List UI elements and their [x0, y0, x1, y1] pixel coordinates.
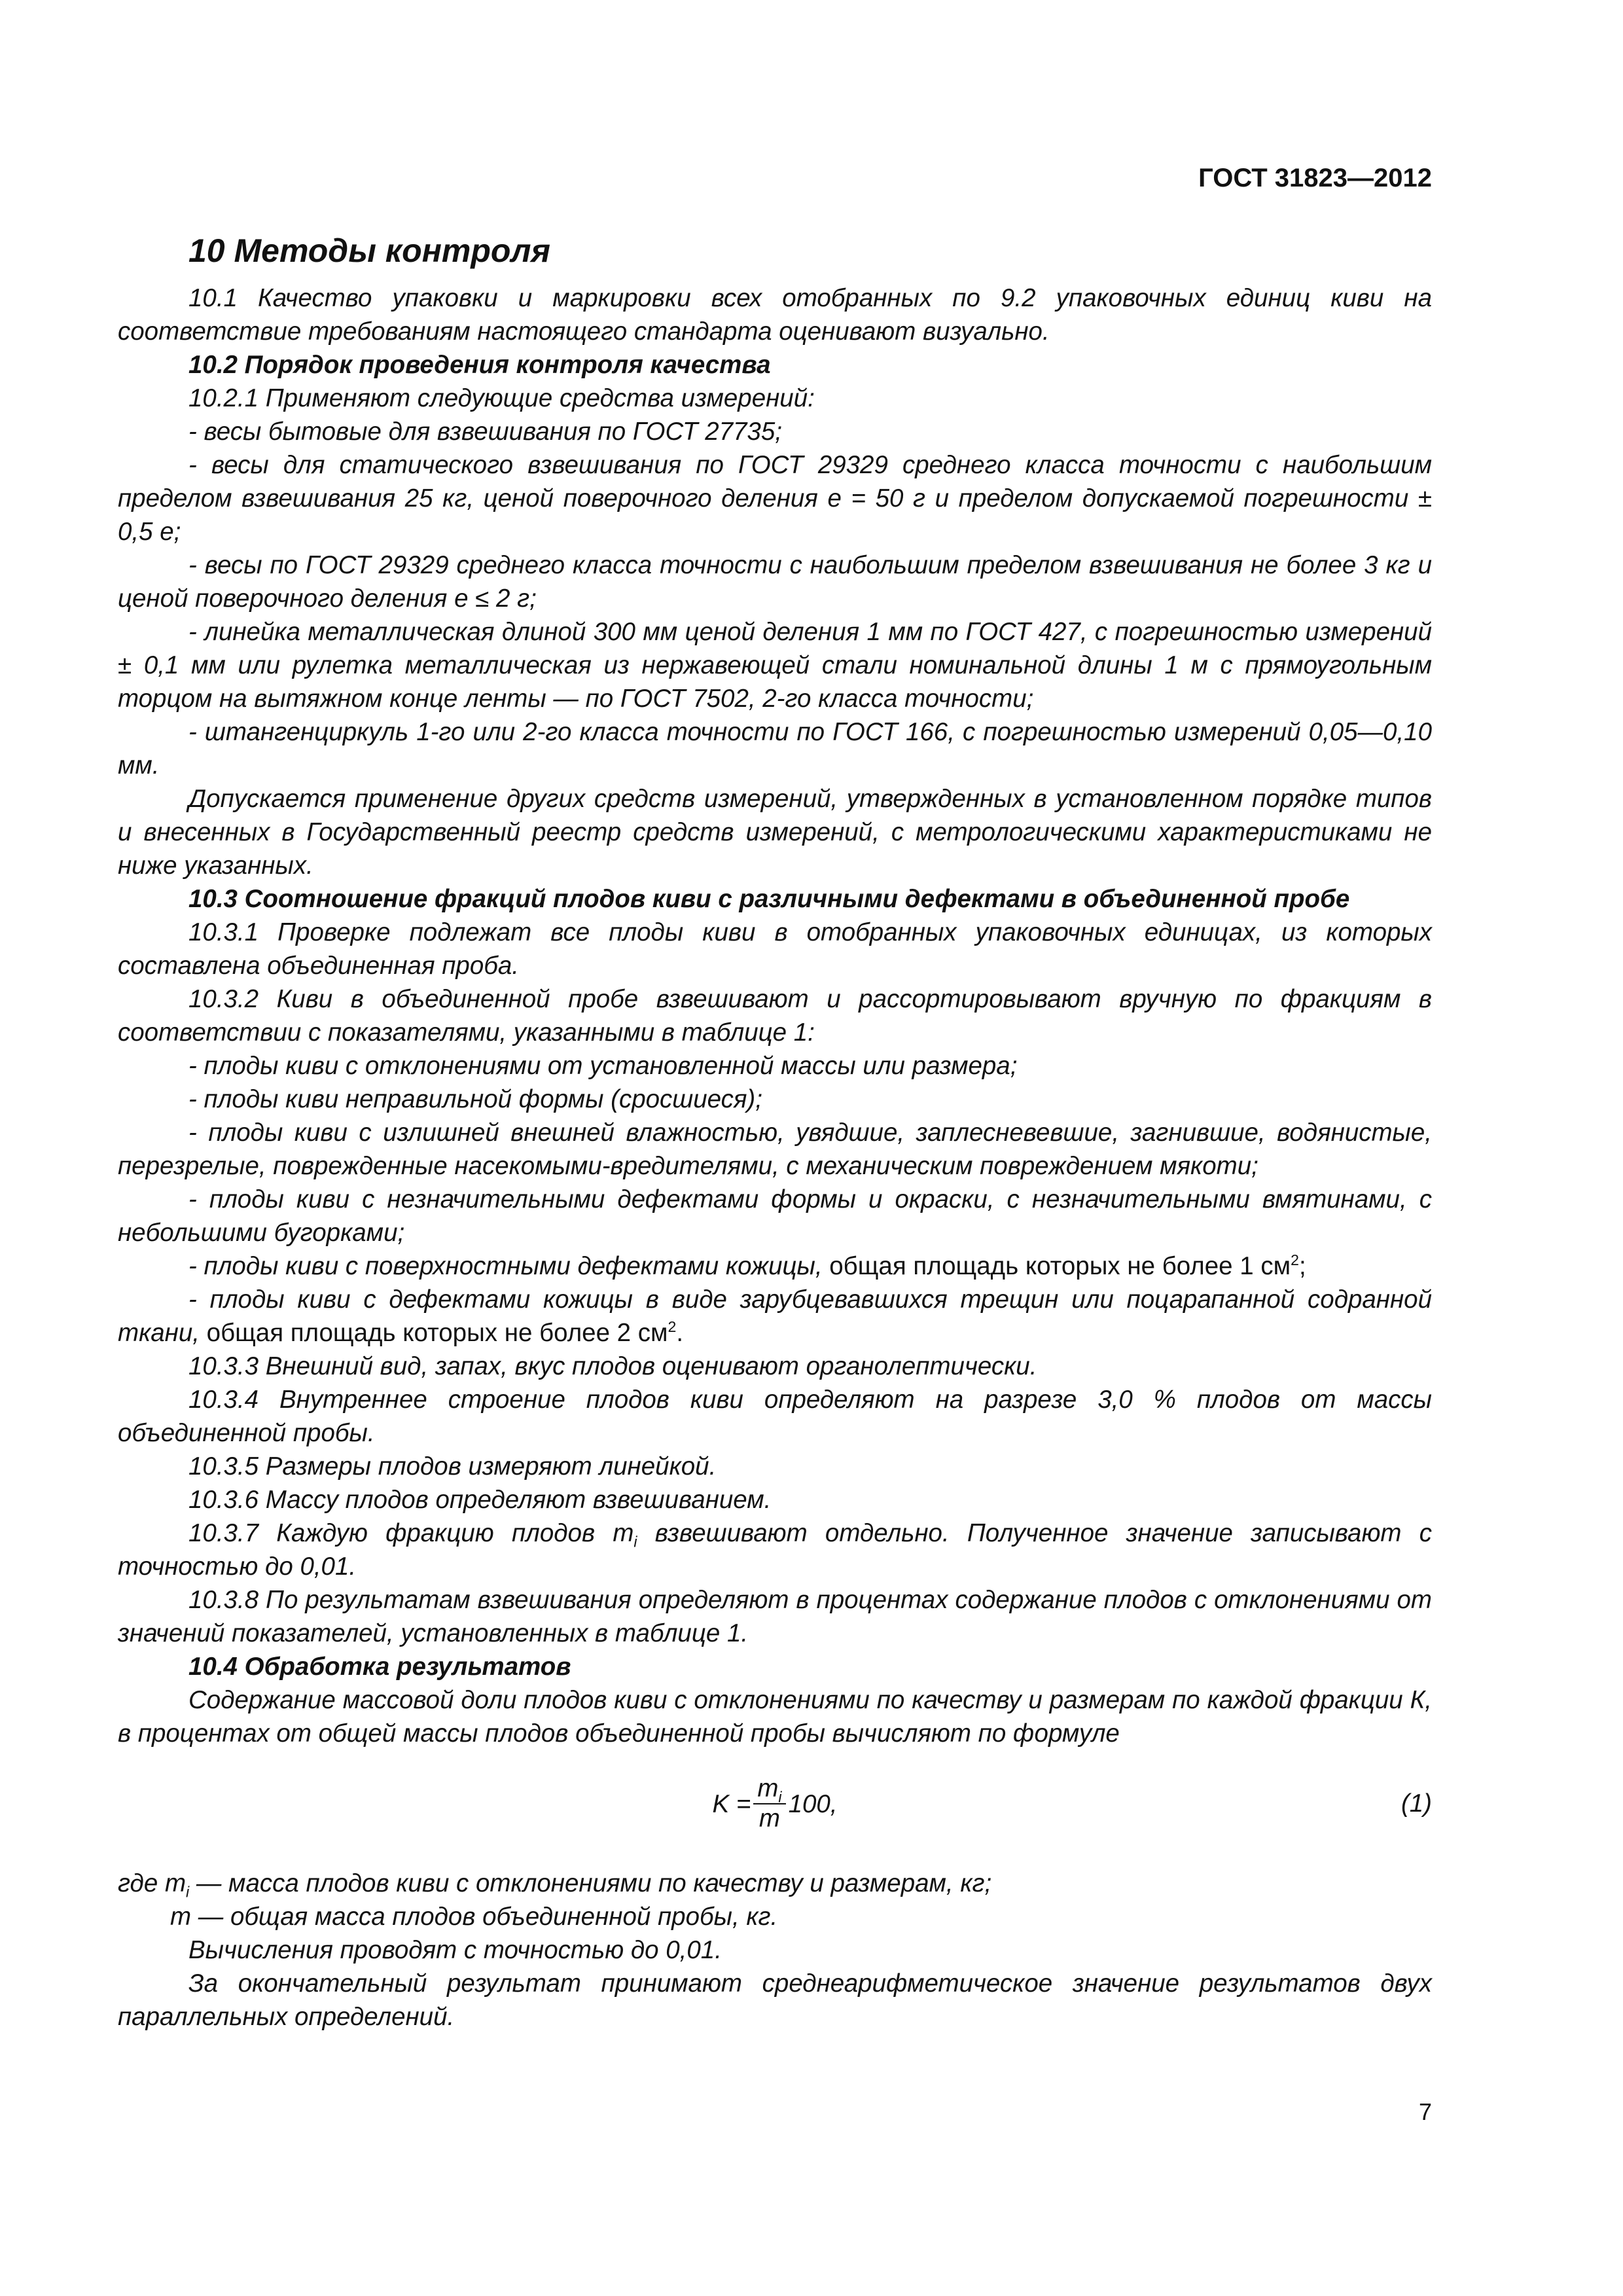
- formula-number: (1): [1400, 1789, 1432, 1818]
- paragraph-10-3-7: [118, 1516, 1432, 1583]
- formula-denominator: m: [758, 1804, 780, 1833]
- text-fragment: взвешивают отдельно. Полученное значение записывают с точностью до 0,01.: [118, 1519, 1432, 1581]
- list-item: - плоды киви неправильной формы (сросшиеся);: [188, 1085, 762, 1113]
- paragraph-10-3-3: 10.3.3 Внешний вид, запах, вкус плодов оценивают органолептически.: [188, 1352, 1037, 1380]
- formula: [118, 1765, 1432, 1843]
- formula-block: [118, 1765, 1432, 1843]
- text-fragment: — масса плодов киви с отклонениями по качеству и размерам, кг;: [189, 1869, 992, 1897]
- list-item: - штангенциркуль 1-го или 2-го класса точности по ГОСТ 166, с погрешностью измерений 0,05—0,10 мм.: [118, 718, 1432, 780]
- heading-10-4: 10.4 Обработка результатов: [188, 1653, 571, 1681]
- paragraph-10-2-1: 10.2.1 Применяют следующие средства измерений:: [188, 384, 815, 412]
- text-fragment: - плоды киви с поверхностными дефектами кожицы,: [188, 1252, 823, 1280]
- list-item: [118, 1249, 1432, 1283]
- paragraph-10-3-6: 10.3.6 Массу плодов определяют взвешиванием.: [188, 1486, 772, 1514]
- paragraph-10-1: 10.1 Качество упаковки и маркировки всех отобранных по 9.2 упаковочных единиц киви на соответствие требованиям настоящего стандарта оценивают визуально.: [118, 284, 1432, 346]
- list-item: - плоды киви с излишней внешней влажностью, увядшие, заплесневевшие, загнившие, водянистые, перезрелые, поврежденные насекомыми-вредителями, с механическим повреждением мякоти;: [118, 1119, 1432, 1180]
- text-fragment: .: [676, 1319, 684, 1347]
- superscript: 2: [1291, 1251, 1299, 1269]
- text-fragment: 10.3.7 Каждую фракцию плодов m: [188, 1519, 634, 1547]
- definition-m: m — общая масса плодов объединенной пробы, кг.: [170, 1903, 778, 1931]
- superscript: 2: [668, 1318, 677, 1336]
- heading-10-2: 10.2 Порядок проведения контроля качества: [188, 351, 771, 379]
- subscript: i: [186, 1883, 190, 1901]
- document-body: [118, 228, 1432, 2034]
- text-fragment: где m: [118, 1869, 187, 1897]
- text-fragment: - плоды киви с дефектами кожицы в виде зарубцевавшихся трещин или поцарапанной содранной ткани,: [118, 1285, 1432, 1347]
- list-item: - весы для статического взвешивания по ГОСТ 29329 среднего класса точности с наибольшим пределом взвешивания 25 кг, ценой поверочного деления е = 50 г и пределом допускаемой погрешности ± 0,5 е;: [118, 451, 1432, 546]
- list-item: - весы бытовые для взвешивания по ГОСТ 27735;: [188, 418, 782, 446]
- text-fragment: общая площадь которых не более 1 см: [822, 1252, 1291, 1280]
- paragraph-10-3-4: 10.3.4 Внутреннее строение плодов киви определяют на разрезе 3,0 % плодов от массы объединенной пробы.: [118, 1386, 1432, 1447]
- heading-10-3: 10.3 Соотношение фракций плодов киви с различными дефектами в объединенной пробе: [188, 885, 1350, 913]
- list-item: - линейка металлическая длиной 300 мм ценой деления 1 мм по ГОСТ 427, с погрешностью измерений ± 0,1 мм или рулетка металлическая из нержавеющей стали номинальной длины 1 м с прямоугольным торцом на вытяжном конце ленты — по ГОСТ 7502, 2-го класса точности;: [118, 618, 1432, 713]
- text-fragment: общая площадь которых не более 2 см: [199, 1319, 668, 1347]
- paragraph-10-3-1: 10.3.1 Проверке подлежат все плоды киви в отобранных упаковочных единицах, из которых составлена объединенная проба.: [118, 918, 1432, 980]
- paragraph-calc-precision: Вычисления проводят с точностью до 0,01.: [188, 1936, 722, 1964]
- paragraph-final-result: За окончательный результат принимают среднеарифметическое значение результатов двух параллельных определений.: [118, 1969, 1432, 2031]
- section-title: 10 Методы контроля: [188, 232, 550, 269]
- paragraph-10-3-2: 10.3.2 Киви в объединенной пробе взвешивают и рассортировывают вручную по фракциям в соответствии с показателями, указанными в таблице 1:: [118, 985, 1432, 1047]
- list-item: - плоды киви с незначительными дефектами формы и окраски, с незначительными вмятинами, с небольшими бугорками;: [118, 1185, 1432, 1247]
- formula-rhs: 100,: [788, 1789, 838, 1818]
- paragraph-10-4: Содержание массовой доли плодов киви с отклонениями по качеству и размерам по каждой фракции К, в процентах от общей массы плодов объединенной пробы вычисляют по формуле: [118, 1686, 1432, 1748]
- formula-numerator-subscript: i: [778, 1788, 782, 1806]
- document-id: ГОСТ 31823—2012: [1198, 164, 1432, 192]
- paragraph-10-3-5: 10.3.5 Размеры плодов измеряют линейкой.: [188, 1452, 717, 1480]
- formula-fraction: [753, 1774, 785, 1833]
- formula-numerator-symbol: m: [757, 1774, 779, 1803]
- paragraph-10-3-8: 10.3.8 По результатам взвешивания определяют в процентах содержание плодов с отклонениями от значений показателей, установленных в таблице 1.: [118, 1586, 1432, 1647]
- formula-numerator: [753, 1774, 785, 1804]
- list-item: [118, 1283, 1432, 1350]
- paragraph-allowed-instruments: Допускается применение других средств измерений, утвержденных в установленном порядке типов и внесенных в Государственный реестр средств измерений, с метрологическими характеристиками не ниже указанных.: [118, 785, 1432, 880]
- page-number: 7: [1418, 2098, 1432, 2125]
- list-item: - весы по ГОСТ 29329 среднего класса точности с наибольшим пределом взвешивания не более 3 кг и ценой поверочного деления е ≤ 2 г;: [118, 551, 1432, 613]
- subscript: i: [633, 1533, 637, 1551]
- list-item: - плоды киви с отклонениями от установленной массы или размера;: [188, 1052, 1018, 1080]
- definition-mi: [118, 1867, 1432, 1900]
- text-fragment: ;: [1298, 1252, 1306, 1280]
- formula-lhs: K =: [712, 1789, 751, 1818]
